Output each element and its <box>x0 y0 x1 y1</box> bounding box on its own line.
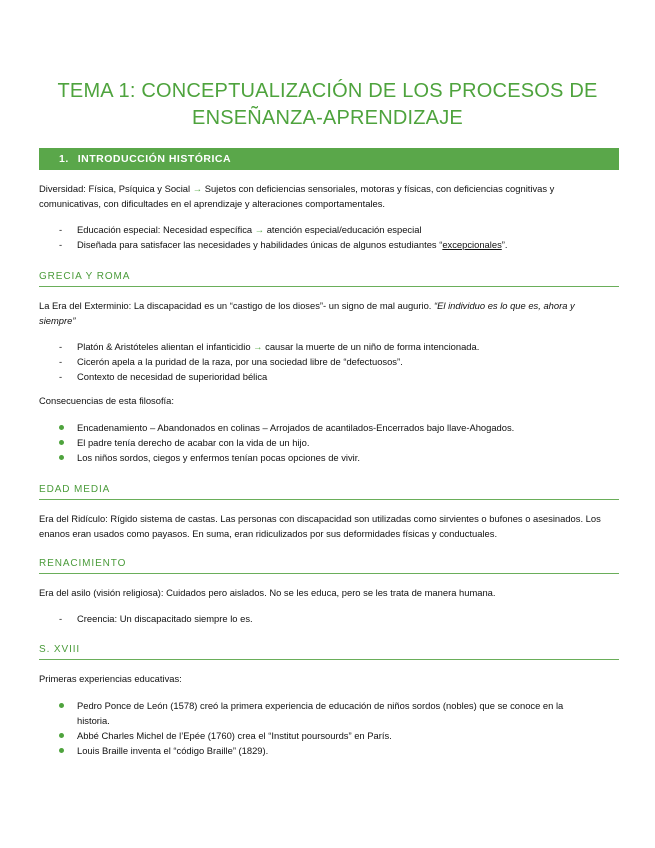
list-item-text: Creencia: Un discapacitado siempre lo es. <box>77 613 253 624</box>
heading-grecia-y-roma: GRECIA Y ROMA <box>39 270 619 287</box>
list-item-text: Diseñada para satisfacer las necesidades y habilidades únicas de algunos estudiantes “ <box>77 239 443 250</box>
consequences-label: Consecuencias de esta filosofía: <box>39 395 174 406</box>
bullet-dot-icon <box>59 748 64 753</box>
bullet-dot-icon <box>59 425 64 430</box>
list-item-text: Encadenamiento – Abandonados en colinas – Arrojados de acantilados-Encerrados bajo llave-Ahogados. <box>77 422 515 433</box>
dash-marker: - <box>59 356 63 367</box>
dash-marker: - <box>59 341 63 352</box>
list-item-text: Educación especial: Necesidad específica <box>77 224 255 235</box>
media-text-line-1: Era del Ridículo: Rígido sistema de castas. Las personas con discapacidad son utilizadas como sirvientes o bufones o asesinados. Los <box>39 513 601 524</box>
list-item-text: El padre tenía derecho de acabar con la vida de un hijo. <box>77 437 310 448</box>
grecia-text: La Era del Exterminio: La discapacidad es un “castigo de los dioses”- un signo de mal augurio. <box>39 300 435 311</box>
intro-text-line-2: comunicativas, con dificultades en el aprendizaje y alteraciones comportamentales. <box>39 198 386 209</box>
section-number: 1. <box>59 153 69 165</box>
arrow-right-icon: → <box>192 183 203 194</box>
underlined-word: excepcionales <box>442 239 502 250</box>
bullet-dot-icon <box>59 440 64 445</box>
list-item-text: Los niños sordos, ciegos y enfermos tenían pocas opciones de vivir. <box>77 452 360 463</box>
list-item-text: Louis Braille inventa el “código Braille” (1829). <box>77 745 269 756</box>
section-heading-bar <box>39 148 619 170</box>
heading-s-xviii: S. XVIII <box>39 643 619 660</box>
list-item-text-end: causar la muerte de un niño de forma intencionada. <box>262 341 480 352</box>
bullet-dot-icon <box>59 455 64 460</box>
arrow-right-icon: → <box>254 224 265 235</box>
renacimiento-paragraph: Era del asilo (visión religiosa): Cuidados pero aislados. No se les educa, pero se les trata de manera humana. <box>39 587 496 598</box>
grecia-quote: “El individuo es lo que es, ahora y <box>434 300 575 311</box>
xviii-paragraph: Primeras experiencias educativas: <box>39 673 182 684</box>
intro-text-end: Sujetos con deficiencias sensoriales, motoras y físicas, con deficiencias cognitivas y <box>202 183 555 194</box>
heading-edad-media: EDAD MEDIA <box>39 483 619 500</box>
arrow-right-icon: → <box>253 341 263 352</box>
title-line-1: TEMA 1: CONCEPTUALIZACIÓN DE LOS PROCESOS DE <box>57 80 598 102</box>
list-item-text: Platón & Aristóteles alientan el infanticidio <box>77 341 254 352</box>
list-item-text: Contexto de necesidad de superioridad bélica <box>77 371 268 382</box>
heading-renacimiento: RENACIMIENTO <box>39 557 619 574</box>
media-paragraph <box>39 511 619 541</box>
list-item-text: Cicerón apela a la puridad de la raza, por una sociedad libre de “defectuosos”. <box>77 356 403 367</box>
media-text-line-2: enanos eran usados como payasos. En suma, eran ridiculizados por sus deformidades físicas y conductuales. <box>39 528 498 539</box>
bullet-dot-icon <box>59 703 64 708</box>
dash-marker: - <box>59 224 63 235</box>
grecia-paragraph <box>39 298 619 328</box>
intro-paragraph <box>39 181 619 211</box>
list-item-text: Abbé Charles Michel de l’Epée (1760) crea el “Institut poursourds” en París. <box>77 730 392 741</box>
list-item-text: Pedro Ponce de León (1578) creó la primera experiencia de educación de niños sordos (nobles) que se conoce en la <box>77 700 564 711</box>
list-item-text-end: atención especial/educación especial <box>264 224 422 235</box>
title-line-2: ENSEÑANZA-APRENDIZAJE <box>192 107 463 129</box>
list-item-text-end: ”. <box>501 239 508 250</box>
dash-marker: - <box>59 239 63 250</box>
dash-marker: - <box>59 371 63 382</box>
list-item-text-line-2: historia. <box>77 715 110 726</box>
grecia-quote-end: siempre” <box>39 315 76 326</box>
section-label: INTRODUCCIÓN HISTÓRICA <box>77 153 232 165</box>
bullet-dot-icon <box>59 733 64 738</box>
page-title <box>40 78 615 132</box>
dash-marker: - <box>59 613 63 624</box>
intro-text-start: Diversidad: Física, Psíquica y Social <box>39 183 193 194</box>
